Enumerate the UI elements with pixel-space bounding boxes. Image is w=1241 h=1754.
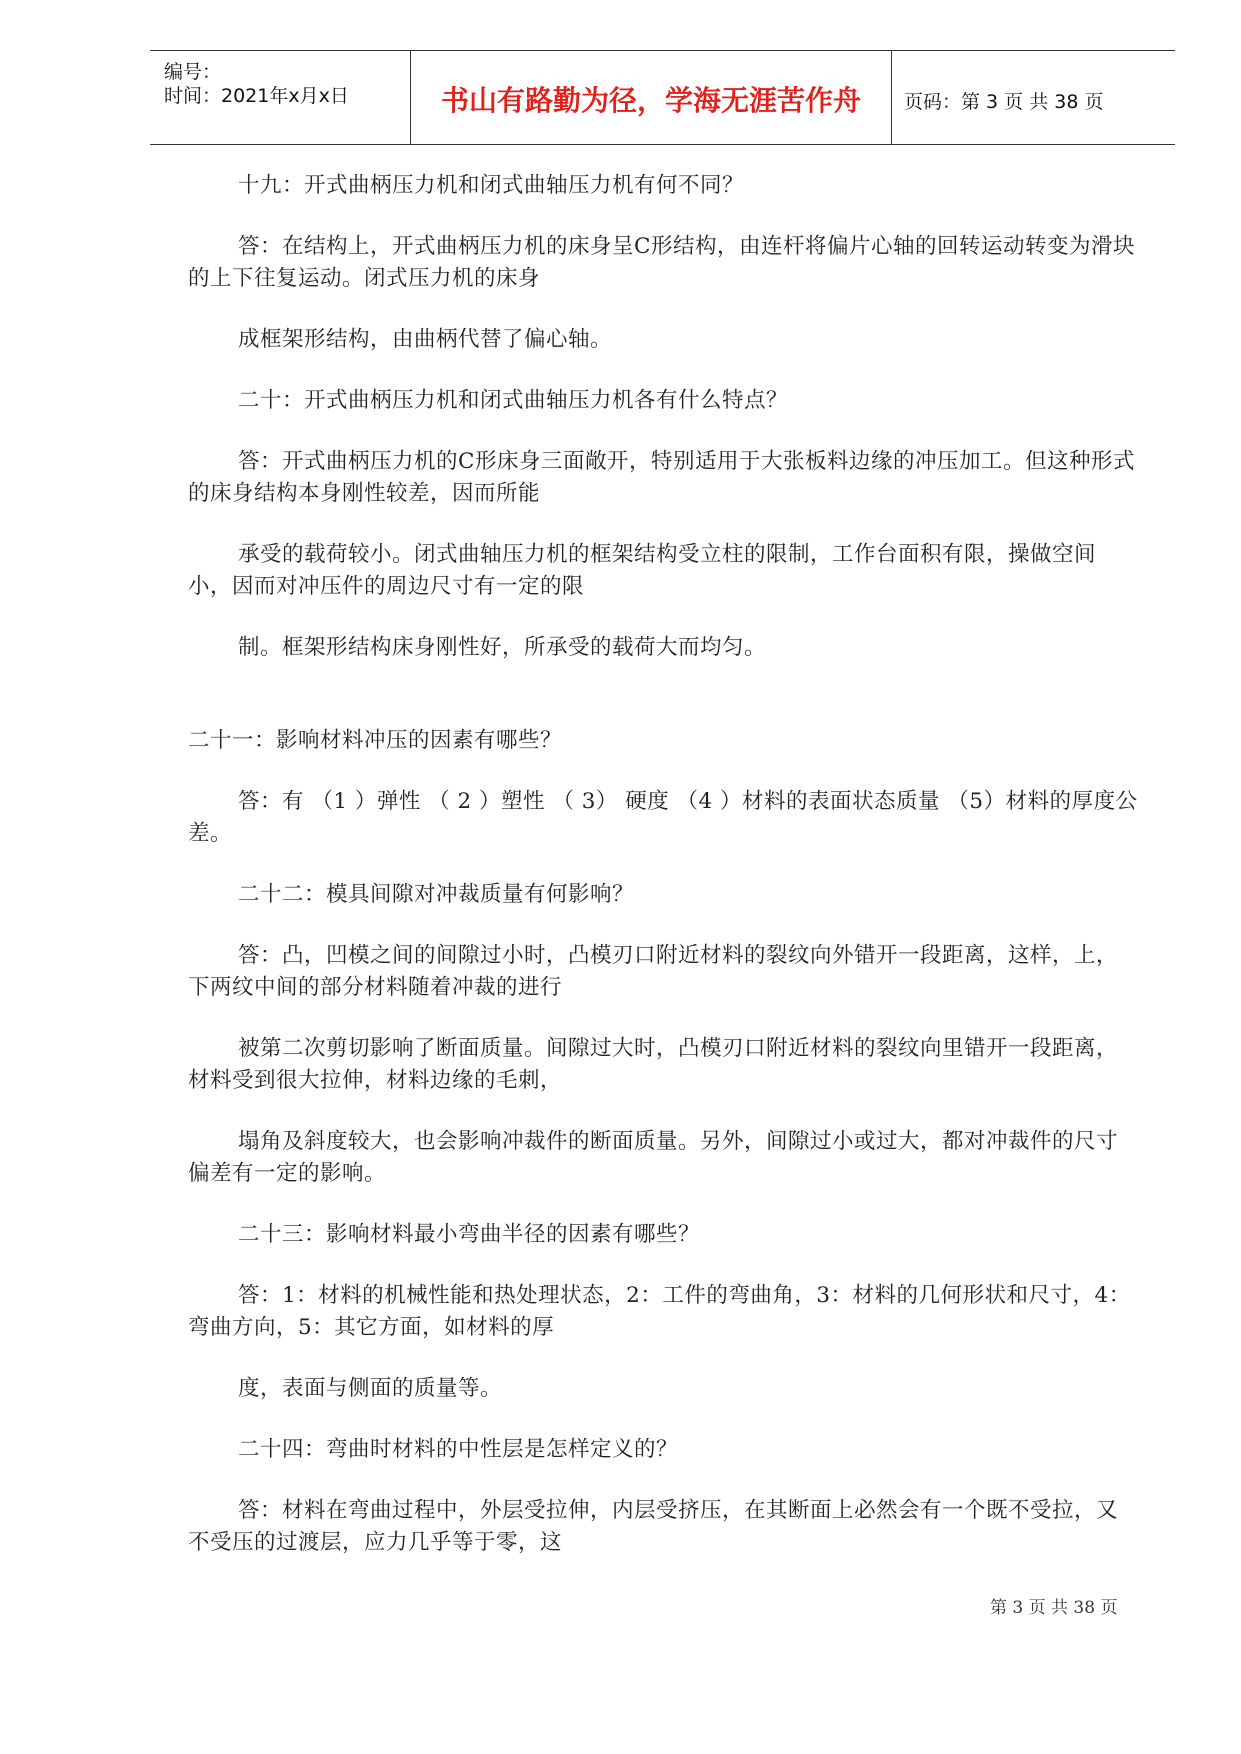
header-middle-cell xyxy=(411,51,892,144)
answer-22-part2: 被第二次剪切影响了断面质量。间隙过大时，凸模刃口附近材料的裂纹向里错开一段距离，材料受到很大拉伸，材料边缘的毛刺， xyxy=(188,1036,1119,1093)
header-right-cell xyxy=(892,51,1175,144)
answer-22-part1: 答：凸，凹模之间的间隙过小时，凸模刃口附近材料的裂纹向外错开一段距离，这样，上，下两纹中间的部分材料随着冲裁的进行 xyxy=(188,943,1119,1000)
answer-24-part1: 答：材料在弯曲过程中，外层受拉伸，内层受挤压，在其断面上必然会有一个既不受拉，又不受压的过渡层，应力几乎等于零，这 xyxy=(188,1498,1119,1555)
answer-19-part2: 成框架形结构，由曲柄代替了偏心轴。 xyxy=(238,327,613,352)
question-22: 二十二：模具间隙对冲裁质量有何影响？ xyxy=(238,882,635,907)
header-left-cell xyxy=(150,51,411,144)
answer-20-part3: 制。框架形结构床身刚性好，所承受的载荷大而均匀。 xyxy=(238,635,767,660)
document-number-label: 编号： xyxy=(164,61,222,83)
motto-text: 书山有路勤为径，学海无涯苦作舟 xyxy=(440,84,861,117)
answer-23-part2: 度，表面与侧面的质量等。 xyxy=(238,1376,503,1401)
question-20: 二十：开式曲柄压力机和闭式曲轴压力机各有什么特点？ xyxy=(238,388,789,413)
document-body xyxy=(188,170,1138,1588)
blank-line xyxy=(188,693,1138,725)
answer-21: 答：有 （1 ）弹性 （ 2 ）塑性 （ 3） 硬度 （4 ）材料的表面状态质量 （5）材料的厚度公差。 xyxy=(188,789,1138,846)
time-label: 时间：2021年x月x日 xyxy=(164,85,349,107)
question-21: 二十一：影响材料冲压的因素有哪些？ xyxy=(188,728,563,753)
page-footer: 第 3 页 共 38 页 xyxy=(990,1598,1118,1618)
answer-20-part1: 答：开式曲柄压力机的C形床身三面敞开，特别适用于大张板料边缘的冲压加工。但这种形式的床身结构本身刚性较差，因而所能 xyxy=(188,449,1135,506)
answer-19-part1: 答：在结构上，开式曲柄压力机的床身呈C形结构，由连杆将偏片心轴的回转运动转变为滑块的上下往复运动。闭式压力机的床身 xyxy=(188,234,1135,291)
header-page-label: 页码：第 3 页 共 38 页 xyxy=(904,91,1104,113)
question-19: 十九：开式曲柄压力机和闭式曲轴压力机有何不同？ xyxy=(238,173,745,198)
question-24: 二十四：弯曲时材料的中性层是怎样定义的？ xyxy=(238,1437,679,1462)
answer-22-part3: 塌角及斜度较大，也会影响冲裁件的断面质量。另外，间隙过小或过大，都对冲裁件的尺寸偏差有一定的影响。 xyxy=(188,1129,1119,1186)
question-23: 二十三：影响材料最小弯曲半径的因素有哪些？ xyxy=(238,1222,701,1247)
page-header xyxy=(150,50,1175,145)
answer-23-part1: 答：1：材料的机械性能和热处理状态，2：工件的弯曲角，3：材料的几何形状和尺寸，4：弯曲方向，5：其它方面，如材料的厚 xyxy=(188,1283,1131,1340)
answer-20-part2: 承受的载荷较小。闭式曲轴压力机的框架结构受立柱的限制，工作台面积有限，操做空间小，因而对冲压件的周边尺寸有一定的限 xyxy=(188,542,1097,599)
